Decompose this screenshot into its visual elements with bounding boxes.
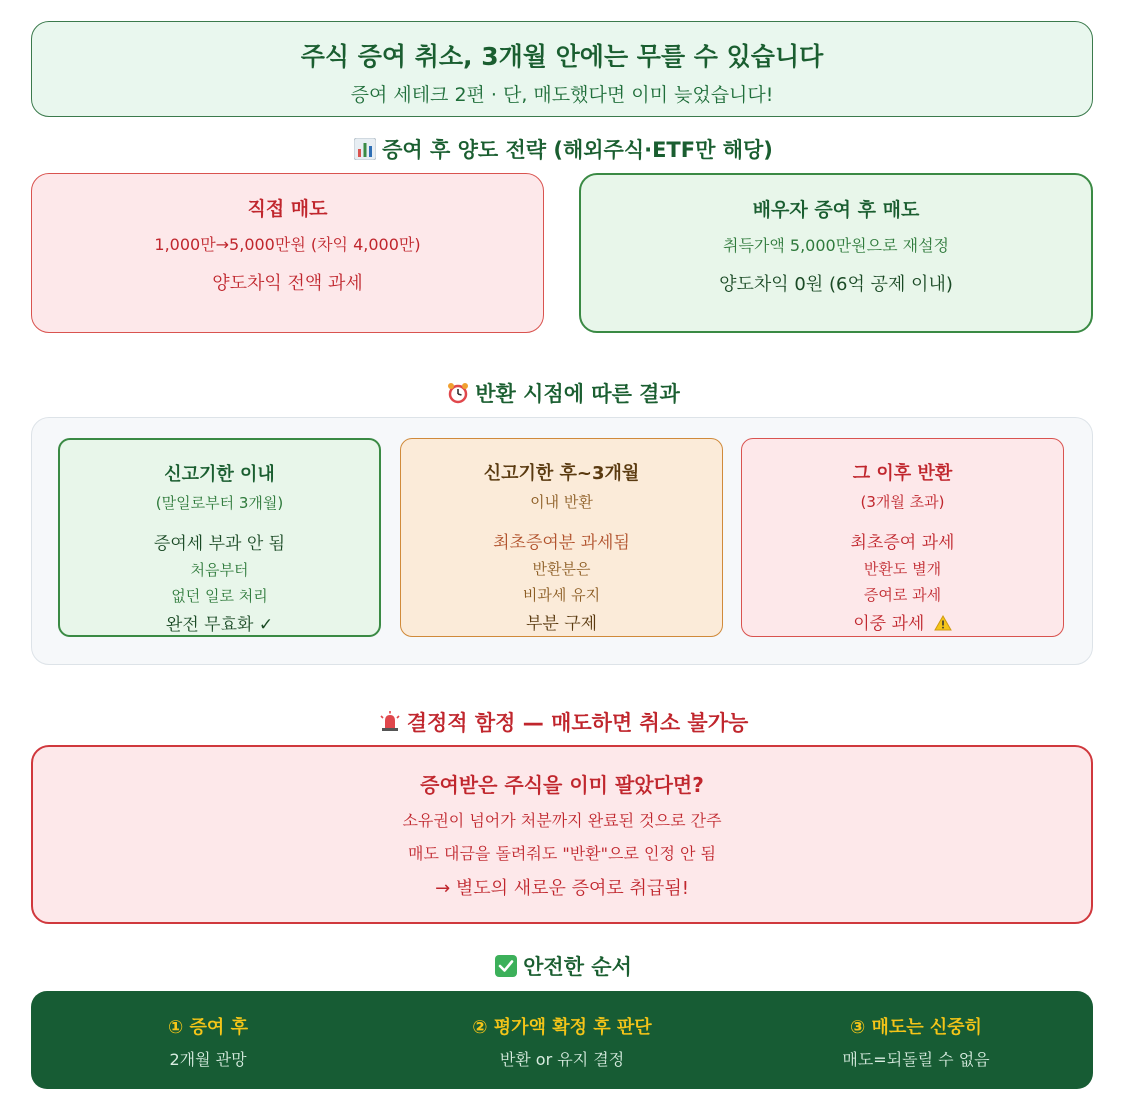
timing-card-note-2: 비과세 유지 [522,586,601,604]
timing-card-note-2: 없던 일로 처리 [171,587,268,605]
trap-line-2: 매도 대금을 돌려줘도 "반환"으로 인정 안 됨 [408,844,716,863]
strategy-title-text: 증여 후 양도 전략 (해외주식·ETF만 해당) [382,138,773,162]
timing-card-outcome: 완전 무효화 ✓ [165,615,274,635]
safe-order-bar [31,991,1093,1089]
trap-heading: 증여받은 주식을 이미 팔았다면? [420,773,704,797]
timing-card-outcome [742,609,1063,636]
timing-card-note-1: 처음부터 [190,561,249,579]
timing-card-after-deadline [400,438,723,637]
timing-card-note-1: 반환도 별개 [863,560,942,578]
timing-card-within-deadline [58,438,381,637]
order-title-text: 안전한 순서 [523,955,632,979]
timing-card-after-three-months [741,438,1064,637]
siren-icon [379,711,401,738]
page-title: 주식 증여 취소, 3개월 안에는 무를 수 있습니다 [300,42,824,71]
alarm-clock-icon [447,382,469,409]
order-step [739,1013,1093,1070]
timing-card-outcome: 부분 구제 [525,614,598,634]
page-subtitle: 증여 세테크 2편 · 단, 매도했다면 이미 늦었습니다! [350,84,774,106]
order-step [385,1013,739,1070]
timing-card-subtitle: (말일로부터 3개월) [155,494,284,512]
spouse-gift-detail: 취득가액 5,000만원으로 재설정 [723,236,949,255]
order-step-detail: 반환 or 유지 결정 [499,1050,625,1069]
bar-chart-icon [354,138,376,165]
spouse-gift-title: 배우자 증여 후 매도 [752,199,920,221]
timing-card-outcome-text: 이중 과세 [853,614,925,634]
timing-card-note-1: 반환분은 [532,560,591,578]
header-banner [31,21,1093,117]
direct-sale-title: 직접 매도 [247,198,328,220]
trap-title-text: 결정적 함정 — 매도하면 취소 불가능 [406,711,749,735]
direct-sale-card [31,173,544,333]
timing-card-result: 증여세 부과 안 됨 [153,534,286,554]
timing-card-title: 그 이후 반환 [852,463,953,484]
order-step-detail: 매도=되돌릴 수 없음 [842,1050,990,1069]
direct-sale-detail: 1,000만→5,000만원 (차익 4,000만) [154,235,421,254]
trap-section-title [0,707,1127,738]
order-step-detail: 2개월 관망 [169,1050,247,1069]
timing-card-title: 신고기한 이내 [164,464,275,485]
timing-card-subtitle: 이내 반환 [530,493,593,511]
direct-sale-result: 양도차익 전액 과세 [212,273,363,294]
order-step-heading: ② 평가액 확정 후 판단 [472,1017,652,1038]
trap-line-1: 소유권이 넘어가 처분까지 완료된 것으로 간주 [402,811,722,830]
timing-section-title [0,378,1127,409]
trap-line-3: → 별도의 새로운 증여로 취급됨! [435,878,689,899]
timing-card-result: 최초증여분 과세됨 [493,533,630,553]
order-step-heading: ① 증여 후 [168,1017,248,1038]
strategy-section-title [0,134,1127,165]
order-section-title [0,951,1127,982]
spouse-gift-result: 양도차익 0원 (6억 공제 이내) [719,274,953,295]
check-box-icon [495,955,517,982]
order-step-heading: ③ 매도는 신중히 [849,1017,983,1038]
timing-card-title: 신고기한 후~3개월 [483,463,640,484]
spouse-gift-sale-card [579,173,1093,333]
trap-warning-box [31,745,1093,924]
timing-title-text: 반환 시점에 따른 결과 [475,382,680,406]
warning-icon [934,615,952,636]
timing-card-result: 최초증여 과세 [850,533,955,553]
timing-card-note-2: 증여로 과세 [863,586,942,604]
timing-card-subtitle: (3개월 초과) [860,493,945,511]
order-step [31,1013,385,1070]
